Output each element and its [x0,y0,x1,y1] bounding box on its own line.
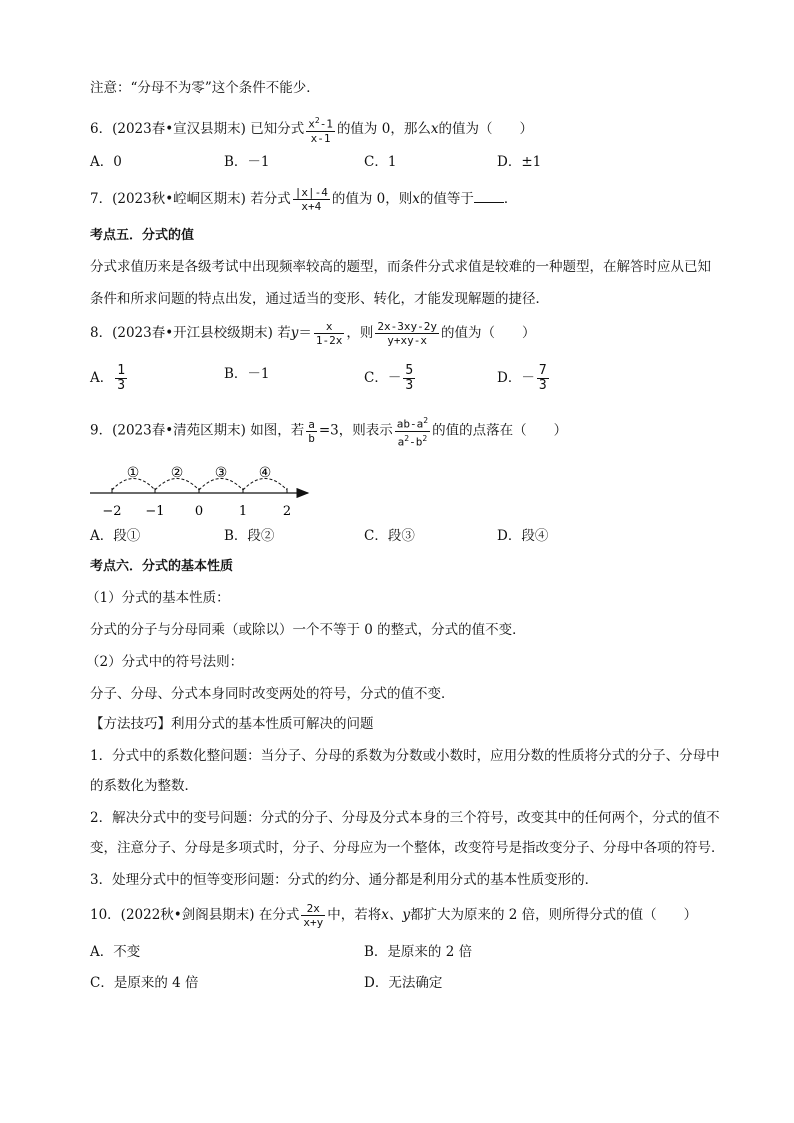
section-6-p10: 3．处理分式中的恒等变形问题：分式的约分、通分都是利用分式的基本性质变形的． [90,872,599,888]
question-7: 7．(2023秋•崆峒区期末) 若分式 $\frac{|x|-4}{x+4}$ 的值为 0，则x的值等于 ． [90,186,518,213]
section-5-text-1: 分式求值历来是各级考试中出现频率较高的题型，而条件分式求值是较难的一种题型，在解答时应从已知 [90,259,711,275]
q10-fraction: $\frac{2x}{x+y}$ [303,902,324,929]
question-6: 6．(2023春•宣汉县期末) 已知分式 $\frac{x^2-1}{x-1}$ 的值为 0，那么x的值为（ ） [90,116,533,145]
q8-option-d: D．－ $\frac{7}{3}$ [497,363,547,393]
q9-option-c: C．段③ [364,528,415,544]
q8-fraction-2: $\frac{2x-3xy-2y}{y+xy-x}$ [377,320,437,347]
section-6-p6: 1．分式中的系数化整问题：当分子、分母的系数为分数或小数时，应用分数的性质将分式的分子、分母中 [90,748,720,764]
q6-stem: 6．(2023春•宣汉县期末) 已知分式 [90,120,305,137]
segment-label-3: ③ [214,465,228,481]
segment-label-1: ① [126,465,140,481]
q7-answer-blank [474,188,504,203]
section-6-p3: （2）分式中的符号法则： [86,654,244,670]
q9-option-a: A．段① [90,528,141,544]
q8-option-c: C．－ $\frac{5}{3}$ [364,363,414,393]
q9-fraction-1: $\frac{a}{b}$ [308,417,315,445]
number-line-ticks [112,488,287,493]
q6-option-b: B．－1 [224,154,270,170]
section-6-p4: 分子、分母、分式本身同时改变两处的符号，分式的值不变． [90,686,455,702]
question-9: 9．(2023春•清苑区期末) 如图，若 $\frac{a}{b}$ =3，则表示 $\frac{ab-a^2}{a^2-b^2}$ 的值的点落在（ ） [90,416,568,449]
q8-fraction-1: $\frac{x}{1-2x}$ [315,320,343,347]
tick-label: 0 [194,504,204,519]
q10-option-b: B．是原来的 2 倍 [364,944,473,960]
q10-option-d: D．无法确定 [364,975,443,991]
q6-fraction: $\frac{x^2-1}{x-1}$ [308,116,333,145]
q6-option-d: D．±1 [497,154,542,170]
q9-fraction-2: $\frac{ab-a^2}{a^2-b^2}$ [396,416,429,449]
q8-option-a: A． $\frac{1}{3}$ [90,363,126,393]
q8-option-b: B．－1 [224,366,270,382]
tick-label: −1 [145,504,165,519]
section-5-title: 考点五．分式的值 [90,228,195,243]
section-6-method-title: 【方法技巧】利用分式的基本性质可解决的问题 [90,716,374,732]
section-6-p2: 分式的分子与分母同乘（或除以）一个不等于 0 的整式，分式的值不变． [90,622,526,638]
tick-label: 2 [282,504,292,519]
question-8: 8．(2023春•开江县校级期末) 若y＝ $\frac{x}{1-2x}$ ，则 $\frac{2x-3xy-2y}{y+xy-x}$ 的值为（ ） [90,320,536,347]
section-6-p8: 2．解决分式中的变号问题：分式的分子、分母及分式本身的三个符号，改变其中的任何两个，分式的值不 [90,810,720,826]
section-6-p1: （1）分式的基本性质： [86,590,230,606]
q9-option-d: D．段④ [497,528,549,544]
section-6-p7: 的系数化为整数． [90,778,198,794]
q6-option-a: A．0 [90,154,122,170]
q7-fraction: $\frac{|x|-4}{x+4}$ [294,186,328,213]
section-5-text-2: 条件和所求问题的特点出发，通过适当的变形、转化，才能发现解题的捷径． [90,291,549,307]
q10-option-a: A．不变 [90,944,141,960]
question-10: 10．(2022秋•剑阁县期末) 在分式 $\frac{2x}{x+y}$ 中，若将x、y都扩大为原来的 2 倍，则所得分式的值（ ） [90,902,698,929]
q9-option-b: B．段② [224,528,275,544]
tick-label: −2 [102,504,122,519]
segment-label-2: ② [170,465,184,481]
section-6-title: 考点六．分式的基本性质 [90,559,234,574]
tick-label: 1 [238,504,248,519]
q6-option-c: C．1 [364,154,397,170]
section-6-p9: 变，注意分子、分母是多项式时，分子、分母应为一个整体，改变符号是指改变分子、分母中各项的符号． [90,840,725,856]
q9-number-line-figure [80,455,320,521]
note-text: 注意：“分母不为零”这个条件不能少． [90,80,320,96]
segment-label-4: ④ [258,465,272,481]
q10-option-c: C．是原来的 4 倍 [90,975,199,991]
